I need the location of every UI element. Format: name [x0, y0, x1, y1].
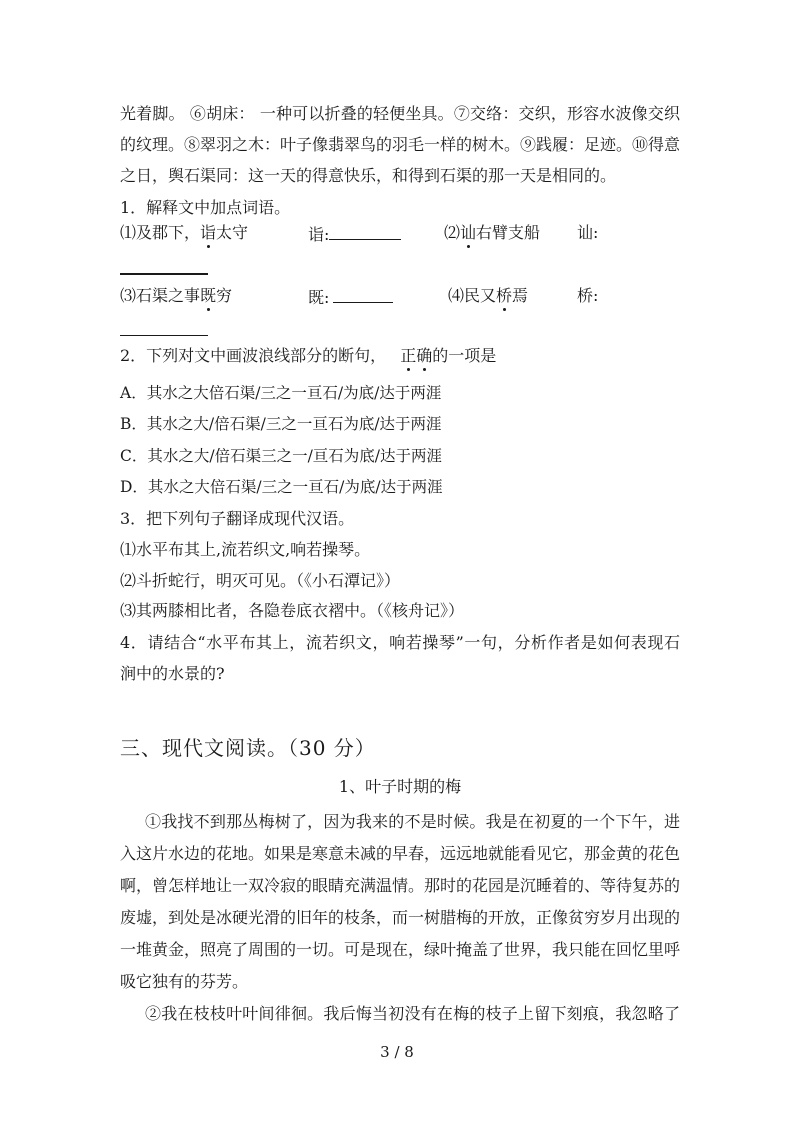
q3-stem: 3．把下列句子翻译成现代汉语。 — [120, 509, 355, 528]
q1-item4 — [448, 286, 528, 306]
q4-line-2: 涧中的水景的? — [120, 664, 225, 683]
q1-item1-blank[interactable] — [329, 223, 401, 240]
q1-item1-label: 诣: — [308, 225, 330, 244]
q4-line-1: 4．请结合“水平布其上，流若织文，响若操琴”一句，分析作者是如何表现石 — [120, 633, 680, 652]
q1-item3-label: 既: — [308, 288, 330, 307]
q2-stem-part1: 2．下列对文中画波浪线部分的断句， — [120, 346, 387, 365]
q2-option-d[interactable]: D．其水之大倍石渠/三之一亘石/为底/达于两涯 — [120, 478, 443, 496]
q2-dotted-que: 确 — [416, 346, 433, 365]
q1-item3-answer — [308, 286, 393, 308]
notes-line-3: 之日，舆石渠同：这一天的得意快乐，和得到石渠的那一天是相同的。 — [120, 166, 617, 185]
article-title: 1、叶子时期的梅 — [338, 777, 462, 796]
q1-item4-blank[interactable] — [120, 335, 208, 336]
notes-line-2: 的纹理。⑧翠羽之木：叶子像翡翠鸟的羽毛一样的树木。⑨践履：足迹。⑩得意 — [120, 135, 681, 154]
q1-stem: 1．解释文中加点词语。 — [120, 198, 291, 217]
q1-item1-prefix: ⑴及郡下， — [120, 223, 201, 242]
section-heading: 三、现代文阅读。（30 分） — [120, 736, 376, 760]
q1-item3-suffix: 穷 — [216, 286, 233, 305]
q3-item-1: ⑴水平布其上,流若织文,响若操琴。 — [120, 540, 371, 559]
q1-item4-suffix: 焉 — [512, 286, 529, 305]
q1-item3-blank[interactable] — [333, 286, 393, 303]
q1-item4-dotted-word: 桥 — [496, 286, 513, 305]
notes-line-1: 光着脚。 ⑥胡床： 一种可以折叠的轻便坐具。⑦交络：交织，形容水波像交织 — [120, 104, 680, 123]
q2-stem-part2: 的一项是 — [432, 346, 497, 365]
para1-line-3: 啊，曾怎样地让一双冷寂的眼睛充满温情。那时的花园是沉睡着的、等待复苏的 — [120, 876, 681, 895]
q2-dotted-zheng: 正 — [400, 346, 417, 365]
q2-stem — [120, 346, 680, 366]
q1-item4-prefix: ⑷民又 — [448, 286, 497, 305]
q1-item2-blank[interactable] — [120, 273, 208, 275]
q1-item2 — [444, 223, 540, 243]
para1-line-2: 入这片水边的花地。如果是寒意未减的早春，远远地就能看见它，那金黄的花色 — [120, 844, 681, 863]
q3-item-3: ⑶其两膝相比者，各隐卷底衣褶中。（《核舟记》） — [120, 601, 465, 620]
q1-item3-dotted-word: 既 — [200, 286, 217, 305]
q2-option-b[interactable]: B．其水之大/倍石渠/三之一亘石为底/达于两涯 — [120, 415, 442, 433]
para2-line-1: ②我在枝枝叶叶间徘徊。我后悔当初没有在梅的枝子上留下刻痕，我忽略了 — [145, 1004, 680, 1023]
q1-item4-label: 桥: — [577, 286, 599, 305]
q1-item2-label: 讪: — [577, 223, 599, 242]
q2-option-a[interactable]: A．其水之大倍石渠/三之一亘石/为底/达于两涯 — [120, 384, 442, 402]
para1-line-5: 一堆黄金，照亮了周围的一切。可是现在，绿叶掩盖了世界，我只能在回忆里呼 — [120, 940, 681, 959]
para1-line-6: 吸它独有的芬芳。 — [120, 972, 249, 991]
page-number: 3 / 8 — [380, 1043, 414, 1061]
q1-item2-prefix: ⑵ — [444, 223, 461, 242]
para1-line-4: 废墟，到处是冰硬光滑的旧年的枝条，而一树腊梅的开放，正像贫穷岁月出现的 — [120, 908, 681, 927]
q1-item1-answer — [308, 223, 401, 245]
q1-item1-dotted-word: 诣 — [200, 223, 217, 242]
q1-item2-suffix: 右臂支船 — [476, 223, 541, 242]
q1-item3-prefix: ⑶石渠之事 — [120, 286, 201, 305]
q3-item-2: ⑵斗折蛇行，明灭可见。（《小石潭记》） — [120, 571, 401, 590]
q2-option-c[interactable]: C．其水之大/倍石渠三之一/亘石为底/达于两涯 — [120, 447, 443, 465]
para1-line-1: ①我找不到那丛梅树了，因为我来的不是时候。我是在初夏的一个下午，进 — [145, 812, 680, 831]
q1-item1-suffix: 太守 — [216, 223, 249, 242]
q1-item2-dotted-word: 讪 — [460, 223, 477, 242]
